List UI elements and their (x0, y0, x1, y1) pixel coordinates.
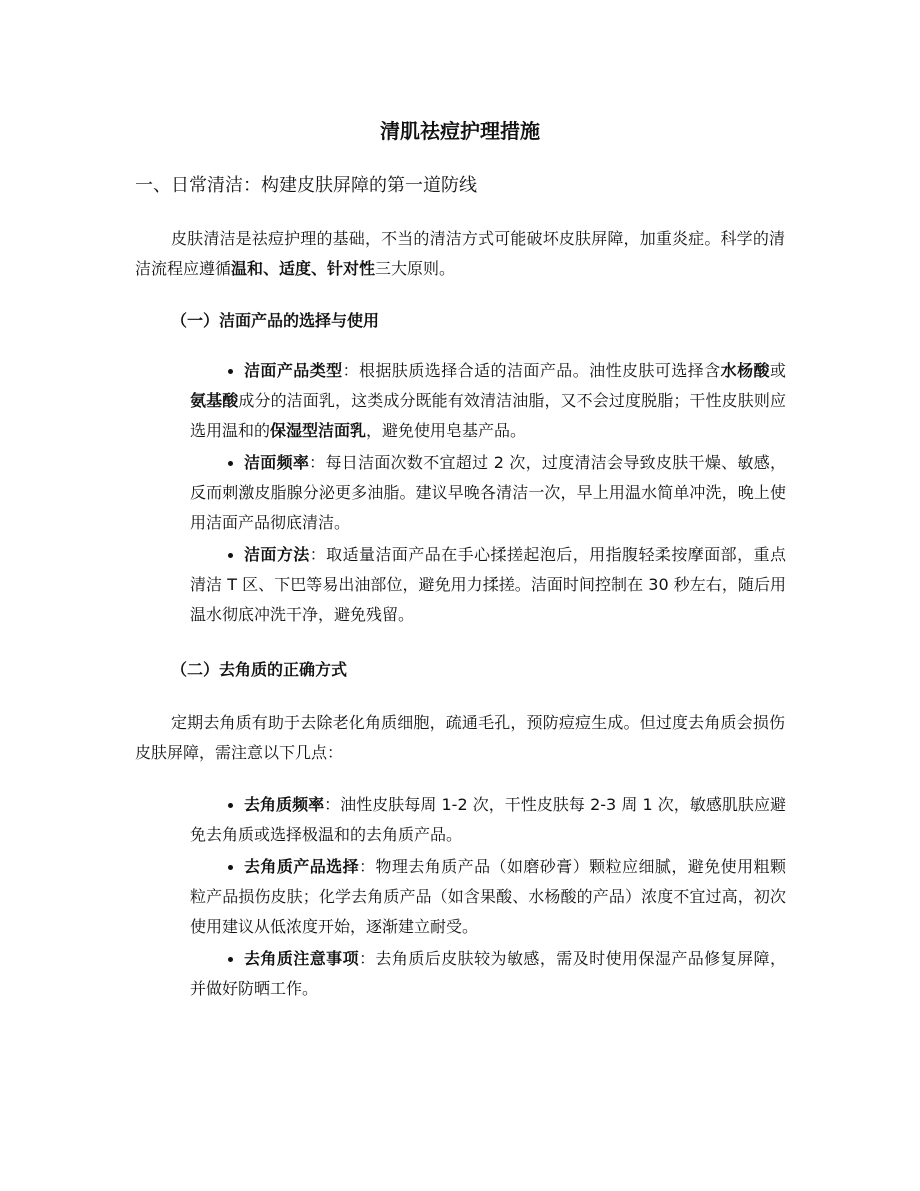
section-intro-paragraph (135, 224, 785, 284)
cleanser-bullet-list (190, 356, 786, 632)
item-text: 或 (769, 361, 786, 380)
intro-text-1: 皮肤清洁是祛痘护理的基础，不当的清洁方式可能破坏皮肤屏障，加重炎症。科学的清洁流程应遵循 (135, 229, 785, 278)
bullet-dot-icon (228, 803, 233, 808)
bullet-dot-icon (228, 369, 233, 374)
intro-bold-principles: 温和、适度、针对性 (231, 259, 376, 278)
list-item-exfoliation-notes (190, 944, 786, 1004)
intro-text-2: 三大原则。 (375, 259, 456, 278)
item-text: ：取适量洁面产品在手心揉搓起泡后，用指腹轻柔按摩面部，重点清洁 T 区、下巴等易出油部位，避免用力揉搓。洁面时间控制在 30 秒左右，随后用温水彻底冲洗干净，避免残留。 (190, 545, 786, 624)
item-text: ：每日洁面次数不宜超过 2 次，过度清洁会导致皮肤干燥、敏感，反而刺激皮脂腺分泌更多油脂。建议早晚各清洁一次，早上用温水简单冲洗，晚上使用洁面产品彻底清洁。 (190, 453, 786, 532)
item-label: 去角质注意事项 (244, 949, 360, 968)
item-bold-moisturizing: 保湿型洁面乳 (270, 421, 367, 440)
subheading-cleanser-selection: （一）洁面产品的选择与使用 (171, 311, 380, 330)
item-bold-amino: 氨基酸 (190, 391, 239, 410)
item-label: 去角质产品选择 (244, 857, 360, 876)
item-text: ，避免使用皂基产品。 (366, 421, 527, 440)
exfoliation-bullet-list (190, 790, 786, 1006)
item-text: ：去角质后皮肤较为敏感，需及时使用保湿产品修复屏障，并做好防晒工作。 (190, 949, 786, 998)
item-text: 成分的洁面乳，这类成分既能有效清洁油脂，又不会过度脱脂；干性皮肤则应选用温和的 (190, 391, 786, 440)
bullet-dot-icon (228, 553, 233, 558)
item-text: ：物理去角质产品（如磨砂膏）颗粒应细腻，避免使用粗颗粒产品损伤皮肤；化学去角质产品（如含果酸、水杨酸的产品）浓度不宜过高，初次使用建议从低浓度开始，逐渐建立耐受。 (190, 857, 786, 936)
item-label: 洁面产品类型 (244, 361, 343, 380)
item-text: ：根据肤质选择合适的洁面产品。油性皮肤可选择含 (342, 361, 721, 380)
item-text: ：油性皮肤每周 1-2 次，干性皮肤每 2-3 周 1 次，敏感肌肤应避免去角质或选择极温和的去角质产品。 (190, 795, 786, 844)
list-item-cleansing-frequency (190, 448, 786, 538)
bullet-dot-icon (228, 957, 233, 962)
bullet-dot-icon (228, 461, 233, 466)
list-item-exfoliation-frequency (190, 790, 786, 850)
item-label: 洁面频率 (244, 453, 310, 472)
list-item-cleanser-type (190, 356, 786, 446)
exfoliation-intro-paragraph: 定期去角质有助于去除老化角质细胞，疏通毛孔，预防痘痘生成。但过度去角质会损伤皮肤屏障，需注意以下几点： (135, 713, 785, 762)
bullet-dot-icon (228, 865, 233, 870)
item-label: 洁面方法 (244, 545, 310, 564)
list-item-exfoliation-product (190, 852, 786, 942)
list-item-cleansing-method (190, 540, 786, 630)
subheading-exfoliation: （二）去角质的正确方式 (171, 660, 348, 679)
item-bold-salicylic: 水杨酸 (720, 361, 770, 380)
item-label: 去角质频率 (244, 795, 325, 814)
section-heading-daily-cleansing: 一、日常清洁：构建皮肤屏障的第一道防线 (135, 175, 477, 196)
document-title: 清肌祛痘护理措施 (380, 119, 540, 143)
